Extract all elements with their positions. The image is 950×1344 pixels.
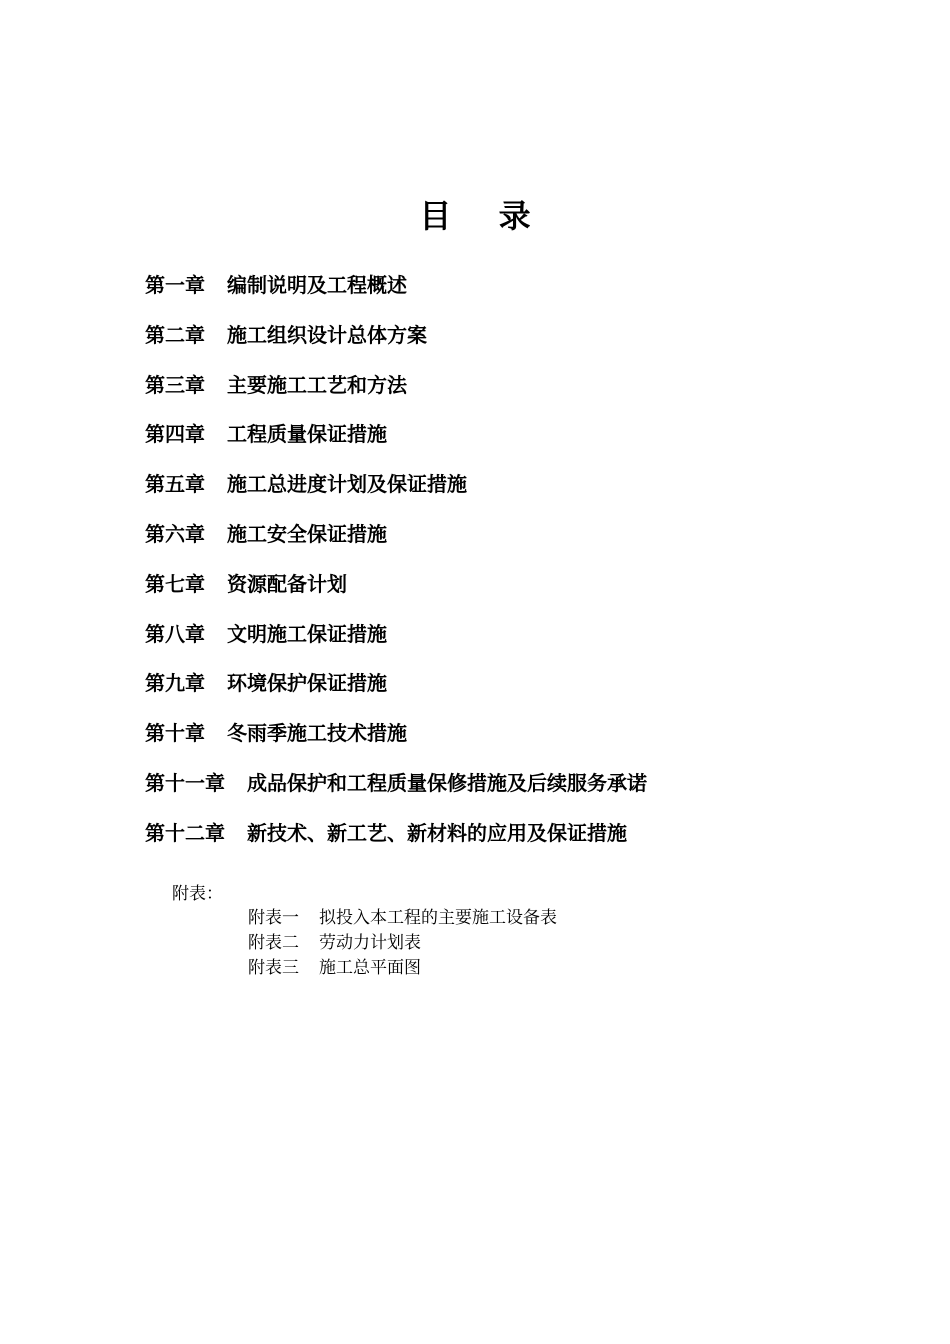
chapter-number: 第八章	[145, 621, 205, 646]
chapter-number: 第十二章	[145, 820, 225, 845]
appendix-number: 附表二	[248, 933, 299, 953]
chapter-entry-9[interactable]	[145, 666, 647, 716]
chapter-entry-10[interactable]	[145, 716, 647, 766]
appendix-entry-3[interactable]	[248, 956, 557, 981]
chapter-number: 第三章	[145, 372, 205, 397]
chapter-title: 施工安全保证措施	[227, 521, 387, 546]
chapter-number: 第二章	[145, 322, 205, 347]
chapter-number: 第九章	[145, 671, 205, 696]
chapter-title: 编制说明及工程概述	[227, 273, 407, 297]
toc-title: 目 录	[419, 197, 549, 235]
chapter-entry-5[interactable]	[145, 467, 647, 517]
chapter-title: 资源配备计划	[227, 571, 347, 596]
chapter-title: 文明施工保证措施	[227, 621, 387, 646]
chapter-entry-6[interactable]	[145, 517, 647, 567]
chapter-number: 第五章	[145, 472, 205, 497]
chapter-number: 第六章	[145, 521, 205, 546]
chapter-entry-2[interactable]	[145, 318, 647, 368]
appendix-entry-2[interactable]	[248, 931, 557, 956]
chapter-number: 第四章	[145, 422, 205, 447]
chapter-entry-7[interactable]	[145, 567, 647, 617]
chapter-number: 第一章	[145, 273, 205, 297]
chapter-number: 第十章	[145, 721, 205, 746]
chapter-title: 工程质量保证措施	[227, 422, 387, 447]
chapter-entry-3[interactable]	[145, 368, 647, 418]
chapter-entry-12[interactable]	[145, 816, 647, 866]
chapter-entry-11[interactable]	[145, 766, 647, 816]
appendix-entry-1[interactable]	[248, 906, 557, 931]
appendix-section	[172, 880, 557, 978]
chapter-entry-1[interactable]	[145, 268, 647, 318]
appendix-title: 施工总平面图	[319, 958, 421, 978]
chapter-entry-4[interactable]	[145, 417, 647, 467]
chapter-title: 冬雨季施工技术措施	[227, 721, 407, 746]
appendix-heading: 附表：	[172, 884, 223, 904]
chapter-list	[145, 268, 647, 866]
chapter-title: 成品保护和工程质量保修措施及后续服务承诺	[247, 770, 647, 795]
appendix-number: 附表一	[248, 908, 299, 928]
chapter-title: 施工组织设计总体方案	[227, 322, 427, 347]
chapter-entry-8[interactable]	[145, 617, 647, 667]
chapter-number: 第十一章	[145, 770, 225, 795]
appendix-title: 劳动力计划表	[319, 933, 421, 953]
chapter-title: 施工总进度计划及保证措施	[227, 472, 467, 497]
appendix-list	[248, 906, 557, 981]
chapter-number: 第七章	[145, 571, 205, 596]
chapter-title: 主要施工工艺和方法	[227, 372, 407, 397]
chapter-title: 新技术、新工艺、新材料的应用及保证措施	[247, 820, 627, 845]
appendix-title: 拟投入本工程的主要施工设备表	[319, 908, 557, 928]
appendix-number: 附表三	[248, 958, 299, 978]
chapter-title: 环境保护保证措施	[227, 671, 387, 696]
